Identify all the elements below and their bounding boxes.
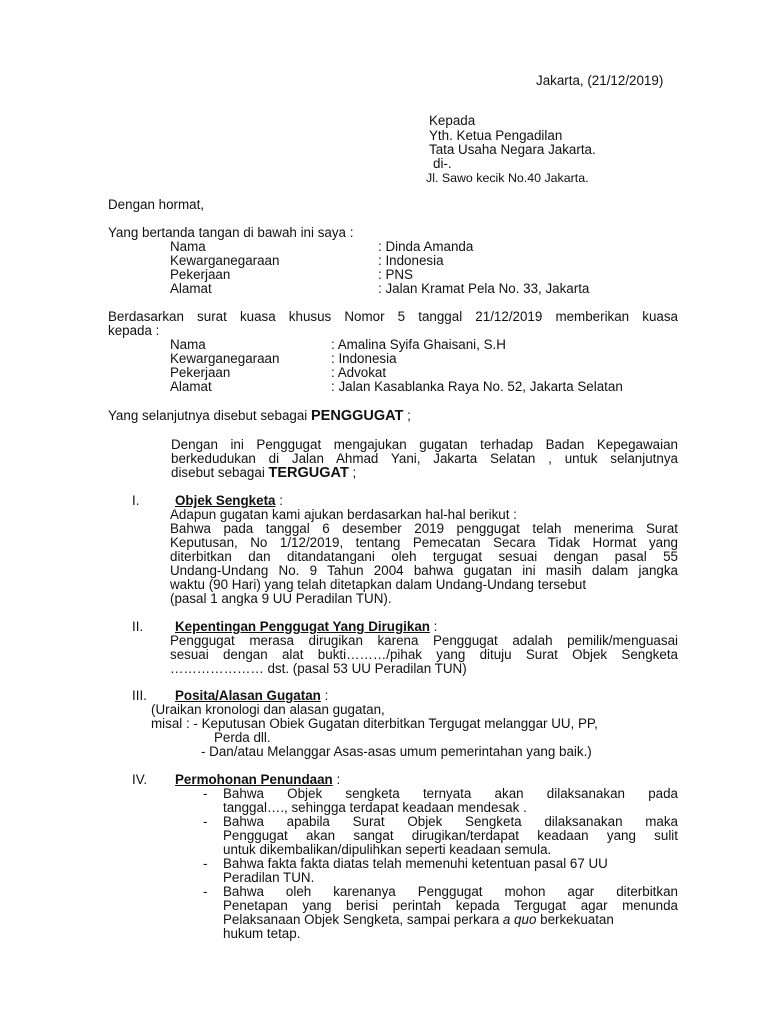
section-title: Objek Sengketa bbox=[175, 493, 276, 508]
section-colon: : bbox=[429, 619, 438, 634]
a-quo-term: a quo bbox=[502, 912, 537, 927]
section-text: (Uraikan kronologi dan alasan gugatan, bbox=[151, 702, 385, 717]
defendant-label: TERGUGAT bbox=[268, 465, 349, 481]
section-number: I. bbox=[132, 493, 140, 508]
bullet-dash: - bbox=[203, 884, 208, 899]
bullet-text: Bahwa fakta fakta diatas telah memenuhi ketentuan pasal 67 UU bbox=[223, 856, 608, 871]
section-text: Adapun gugatan kami ajukan berdasarkan hal-hal berikut : bbox=[170, 507, 517, 522]
intro-line: Yang bertanda tangan di bawah ini saya : bbox=[108, 225, 354, 240]
bullet-dash: - bbox=[203, 856, 208, 871]
bullet-text: tanggal…., sehingga terdapat keadaan mendesak . bbox=[223, 800, 527, 815]
section-title: Permohonan Penundaan bbox=[175, 772, 333, 787]
recipient-line: Kepada bbox=[429, 113, 476, 128]
signer-value: : Jalan Kramat Pela No. 33, Jakarta bbox=[378, 281, 590, 296]
recipient-line: Tata Usaha Negara Jakarta. bbox=[429, 142, 596, 157]
section-heading bbox=[175, 689, 328, 703]
section-text: - Dan/atau Melanggar Asas-asas umum pemerintahan yang baik.) bbox=[201, 744, 592, 759]
bullet-text: Penggugat akan sangat dirugikan/terdapat keadaan yang sulit bbox=[223, 828, 678, 843]
attorney-intro: Berdasarkan surat kuasa khusus Nomor 5 tanggal 21/12/2019 memberikan kuasa bbox=[108, 309, 678, 324]
attorney-value: : Advokat bbox=[331, 365, 387, 380]
section-title: Posita/Alasan Gugatan bbox=[175, 688, 321, 703]
bullet-text: Bahwa Objek sengketa ternyata akan dilaksanakan pada bbox=[223, 786, 678, 801]
section-text: (pasal 1 angka 9 UU Peradilan TUN). bbox=[170, 591, 392, 606]
attorney-label: Kewarganegaraan bbox=[170, 351, 280, 366]
attorney-label: Nama bbox=[170, 337, 206, 352]
section-colon: : bbox=[275, 493, 283, 508]
plaintiff-end: ; bbox=[403, 408, 411, 423]
section-text: Bahwa pada tanggal 6 desember 2019 penggugat telah menerima Surat bbox=[170, 521, 678, 536]
section-text: Perda dll. bbox=[214, 730, 271, 745]
attorney-label: Alamat bbox=[170, 379, 212, 394]
attorney-label: Pekerjaan bbox=[170, 365, 231, 380]
defendant-para-line: Dengan ini Penggugat mengajukan gugatan terhadap Badan Kepegawaian bbox=[171, 437, 678, 452]
section-colon: : bbox=[320, 688, 329, 703]
signer-label: Kewarganegaraan bbox=[170, 253, 280, 268]
bullet-text: Penetapan yang berisi perintah kepada Tergugat agar menunda bbox=[223, 898, 678, 913]
signer-label: Nama bbox=[170, 239, 206, 254]
letter-date: Jakarta, (21/12/2019) bbox=[536, 73, 664, 88]
bullet-text: Pelaksanaan Objek Sengketa, sampai perkara bbox=[223, 912, 503, 927]
bullet-text: hukum tetap. bbox=[223, 926, 301, 941]
signer-value: : Indonesia bbox=[378, 253, 444, 268]
section-title: Kepentingan Penggugat Yang Dirugikan bbox=[175, 619, 430, 634]
attorney-value: : Jalan Kasablanka Raya No. 52, Jakarta Selatan bbox=[331, 379, 623, 394]
section-heading bbox=[175, 773, 340, 787]
greeting: Dengan hormat, bbox=[108, 197, 205, 212]
section-number: IV. bbox=[132, 772, 148, 787]
section-text: waktu (90 Hari) yang telah ditetapkan dalam Undang-Undang tersebut bbox=[170, 577, 587, 592]
bullet-text: Bahwa apabila Surat Objek Sengketa dilaksanakan maka bbox=[223, 814, 678, 829]
signer-value: : PNS bbox=[378, 267, 413, 282]
section-text: diterbitkan dan ditandatangani oleh tergugat sesuai dengan pasal 55 bbox=[170, 549, 678, 564]
section-text: misal : - Keputusan Obiek Gugatan diterbitkan Tergugat melanggar UU, PP, bbox=[151, 716, 598, 731]
defendant-text: disebut sebagai bbox=[171, 465, 269, 480]
section-text: ………………… dst. (pasal 53 UU Peradilan TUN) bbox=[170, 661, 467, 676]
recipient-address: Jl. Sawo kecik No.40 Jakarta. bbox=[426, 171, 589, 185]
bullet-text-line bbox=[223, 913, 614, 927]
signer-label: Alamat bbox=[170, 281, 212, 296]
attorney-value: : Amalina Syifa Ghaisani, S.H bbox=[331, 337, 506, 352]
attorney-value: : Indonesia bbox=[331, 351, 397, 366]
defendant-para-line: berkedudukan di Jalan Ahmad Yani, Jakarta Selatan , untuk selanjutnya bbox=[171, 451, 678, 466]
section-number: II. bbox=[132, 619, 144, 634]
section-heading bbox=[175, 620, 437, 634]
signer-value: : Dinda Amanda bbox=[378, 239, 474, 254]
section-number: III. bbox=[132, 688, 147, 703]
bullet-dash: - bbox=[203, 814, 208, 829]
section-text: sesuai dengan alat bukti………/pihak yang dituju Surat Objek Sengketa bbox=[170, 647, 678, 662]
plaintiff-text: Yang selanjutnya disebut sebagai bbox=[108, 408, 311, 423]
plaintiff-line bbox=[108, 409, 411, 423]
attorney-intro: kepada : bbox=[108, 323, 160, 338]
plaintiff-label: PENGGUGAT bbox=[311, 408, 404, 424]
signer-label: Pekerjaan bbox=[170, 267, 231, 282]
section-text: Undang-Undang No. 9 Tahun 2004 bahwa gugatan ini masih dalam jangka bbox=[170, 563, 678, 578]
defendant-line bbox=[171, 466, 356, 480]
recipient-line: Yth. Ketua Pengadilan bbox=[429, 128, 563, 143]
bullet-text: Bahwa oleh karenanya Penggugat mohon agar diterbitkan bbox=[223, 884, 678, 899]
bullet-dash: - bbox=[203, 786, 208, 801]
bullet-text: untuk dikembalikan/dipulihkan seperti keadaan semula. bbox=[223, 842, 552, 857]
section-colon: : bbox=[332, 772, 341, 787]
section-text: Penggugat merasa dirugikan karena Penggugat adalah pemilik/menguasai bbox=[170, 633, 678, 648]
bullet-text: berkekuatan bbox=[536, 912, 614, 927]
section-text: Keputusan, No 1/12/2019, tentang Pemecatan Secara Tidak Hormat yang bbox=[170, 535, 678, 550]
section-heading bbox=[175, 494, 283, 508]
recipient-line: di-. bbox=[433, 156, 452, 171]
bullet-text: Peradilan TUN. bbox=[223, 870, 315, 885]
defendant-end: ; bbox=[348, 465, 357, 480]
